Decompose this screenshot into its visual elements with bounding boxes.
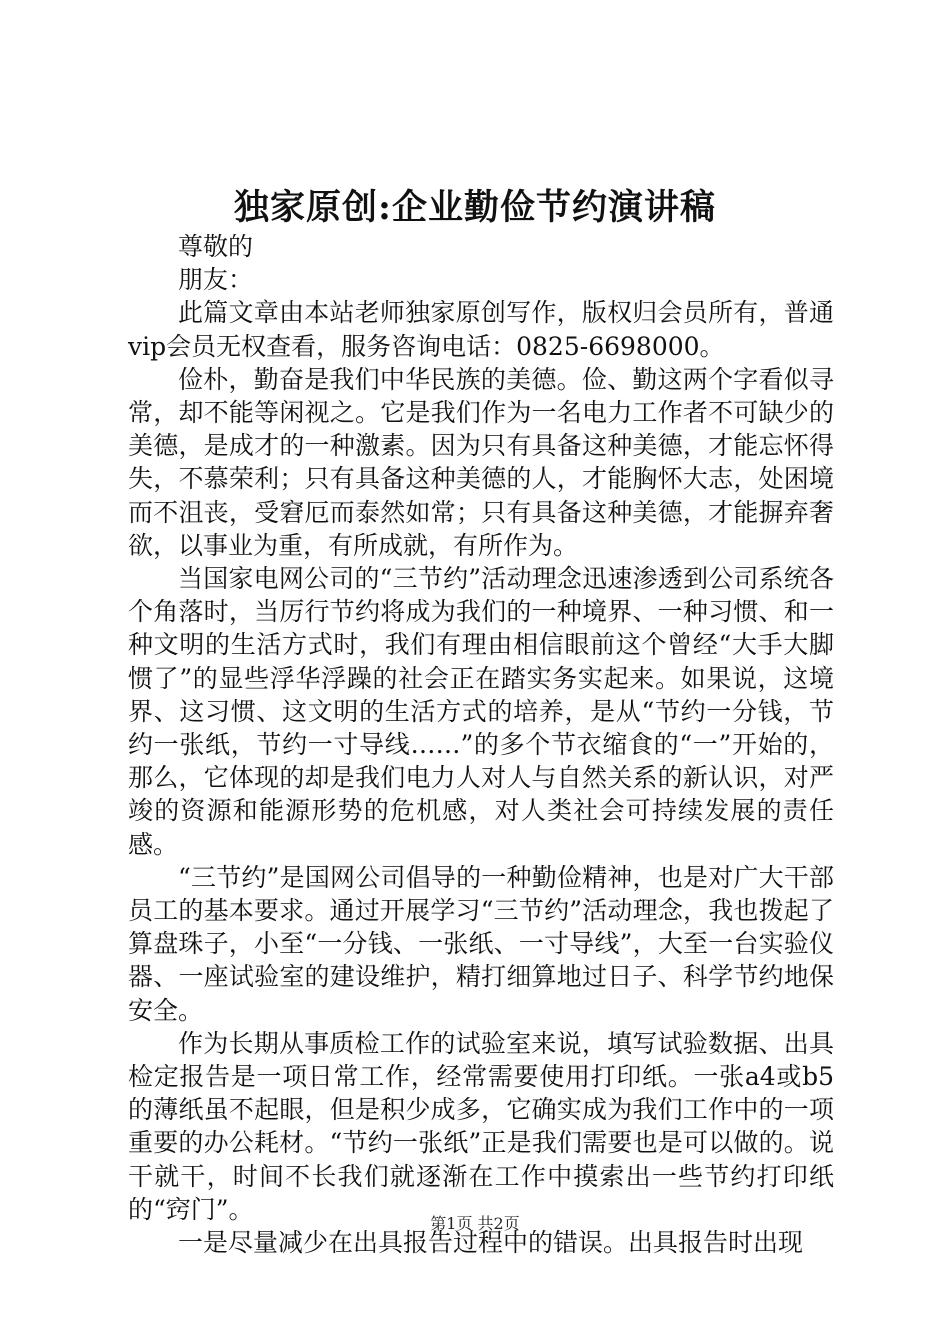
paragraph: “三节约”是国网公司倡导的一种勤俭精神，也是对广大干部员工的基本要求。通过开展学习“三节约”活动理念，我也拨起了算盘珠子，小至“一分钱、一张纸、一寸导线”，大至一台实验仪器、一座试验室的建设维护，精打细算地过日子、科学节约地保安全。: [128, 862, 834, 1025]
paragraph: 当国家电网公司的“三节约”活动理念迅速渗透到公司系统各个角落时，当厉行节约将成为我们的一种境界、一种习惯、和一种文明的生活方式时，我们有理由相信眼前这个曾经“大手大脚惯了”的显些浮华浮躁的社会正在踏实务实起来。如果说，这境界、这习惯、这文明的生活方式的培养，是从“节约一分钱，节约一张纸，节约一寸导线……”的多个节衣缩食的“一”开始的，那么，它体现的却是我们电力人对人与自然关系的新认识，对严竣的资源和能源形势的危机感，对人类社会可持续发展的责任感。: [128, 564, 834, 859]
document-body: [128, 230, 834, 1259]
paragraph: 作为长期从事质检工作的试验室来说，填写试验数据、出具检定报告是一项日常工作，经常需要使用打印纸。一张a4或b5的薄纸虽不起眼，但是积少成多，它确实成为我们工作中的一项重要的办公耗材。“节约一张纸”正是我们需要也是可以做的。说干就干，时间不长我们就逐渐在工作中摸索出一些节约打印纸的“窍门”。: [128, 1028, 834, 1224]
greeting-line-2: 朋友：: [178, 265, 254, 295]
greeting-line-1: 尊敬的: [178, 232, 254, 261]
paragraph: 俭朴，勤奋是我们中华民族的美德。俭、勤这两个字看似寻常，却不能等闲视之。它是我们作为一名电力工作者不可缺少的美德，是成才的一种激素。因为只有具备这种美德，才能忘怀得失，不慕荣利；只有具备这种美德的人，才能胸怀大志，处困境而不沮丧，受窘厄而泰然如常；只有具备这种美德，才能摒弃奢欲，以事业为重，有所成就，有所作为。: [128, 364, 834, 560]
document-title: 独家原创:企业勤俭节约演讲稿: [234, 187, 716, 228]
paragraph: 一是尽量减少在出具报告过程中的错误。出具报告时出现: [178, 1228, 804, 1258]
page-footer: 第1页 共2页: [430, 1214, 520, 1233]
paragraph: 此篇文章由本站老师独家原创写作，版权归会员所有，普通vip会员无权查看，服务咨询电话：0825-6698000。: [128, 298, 834, 361]
